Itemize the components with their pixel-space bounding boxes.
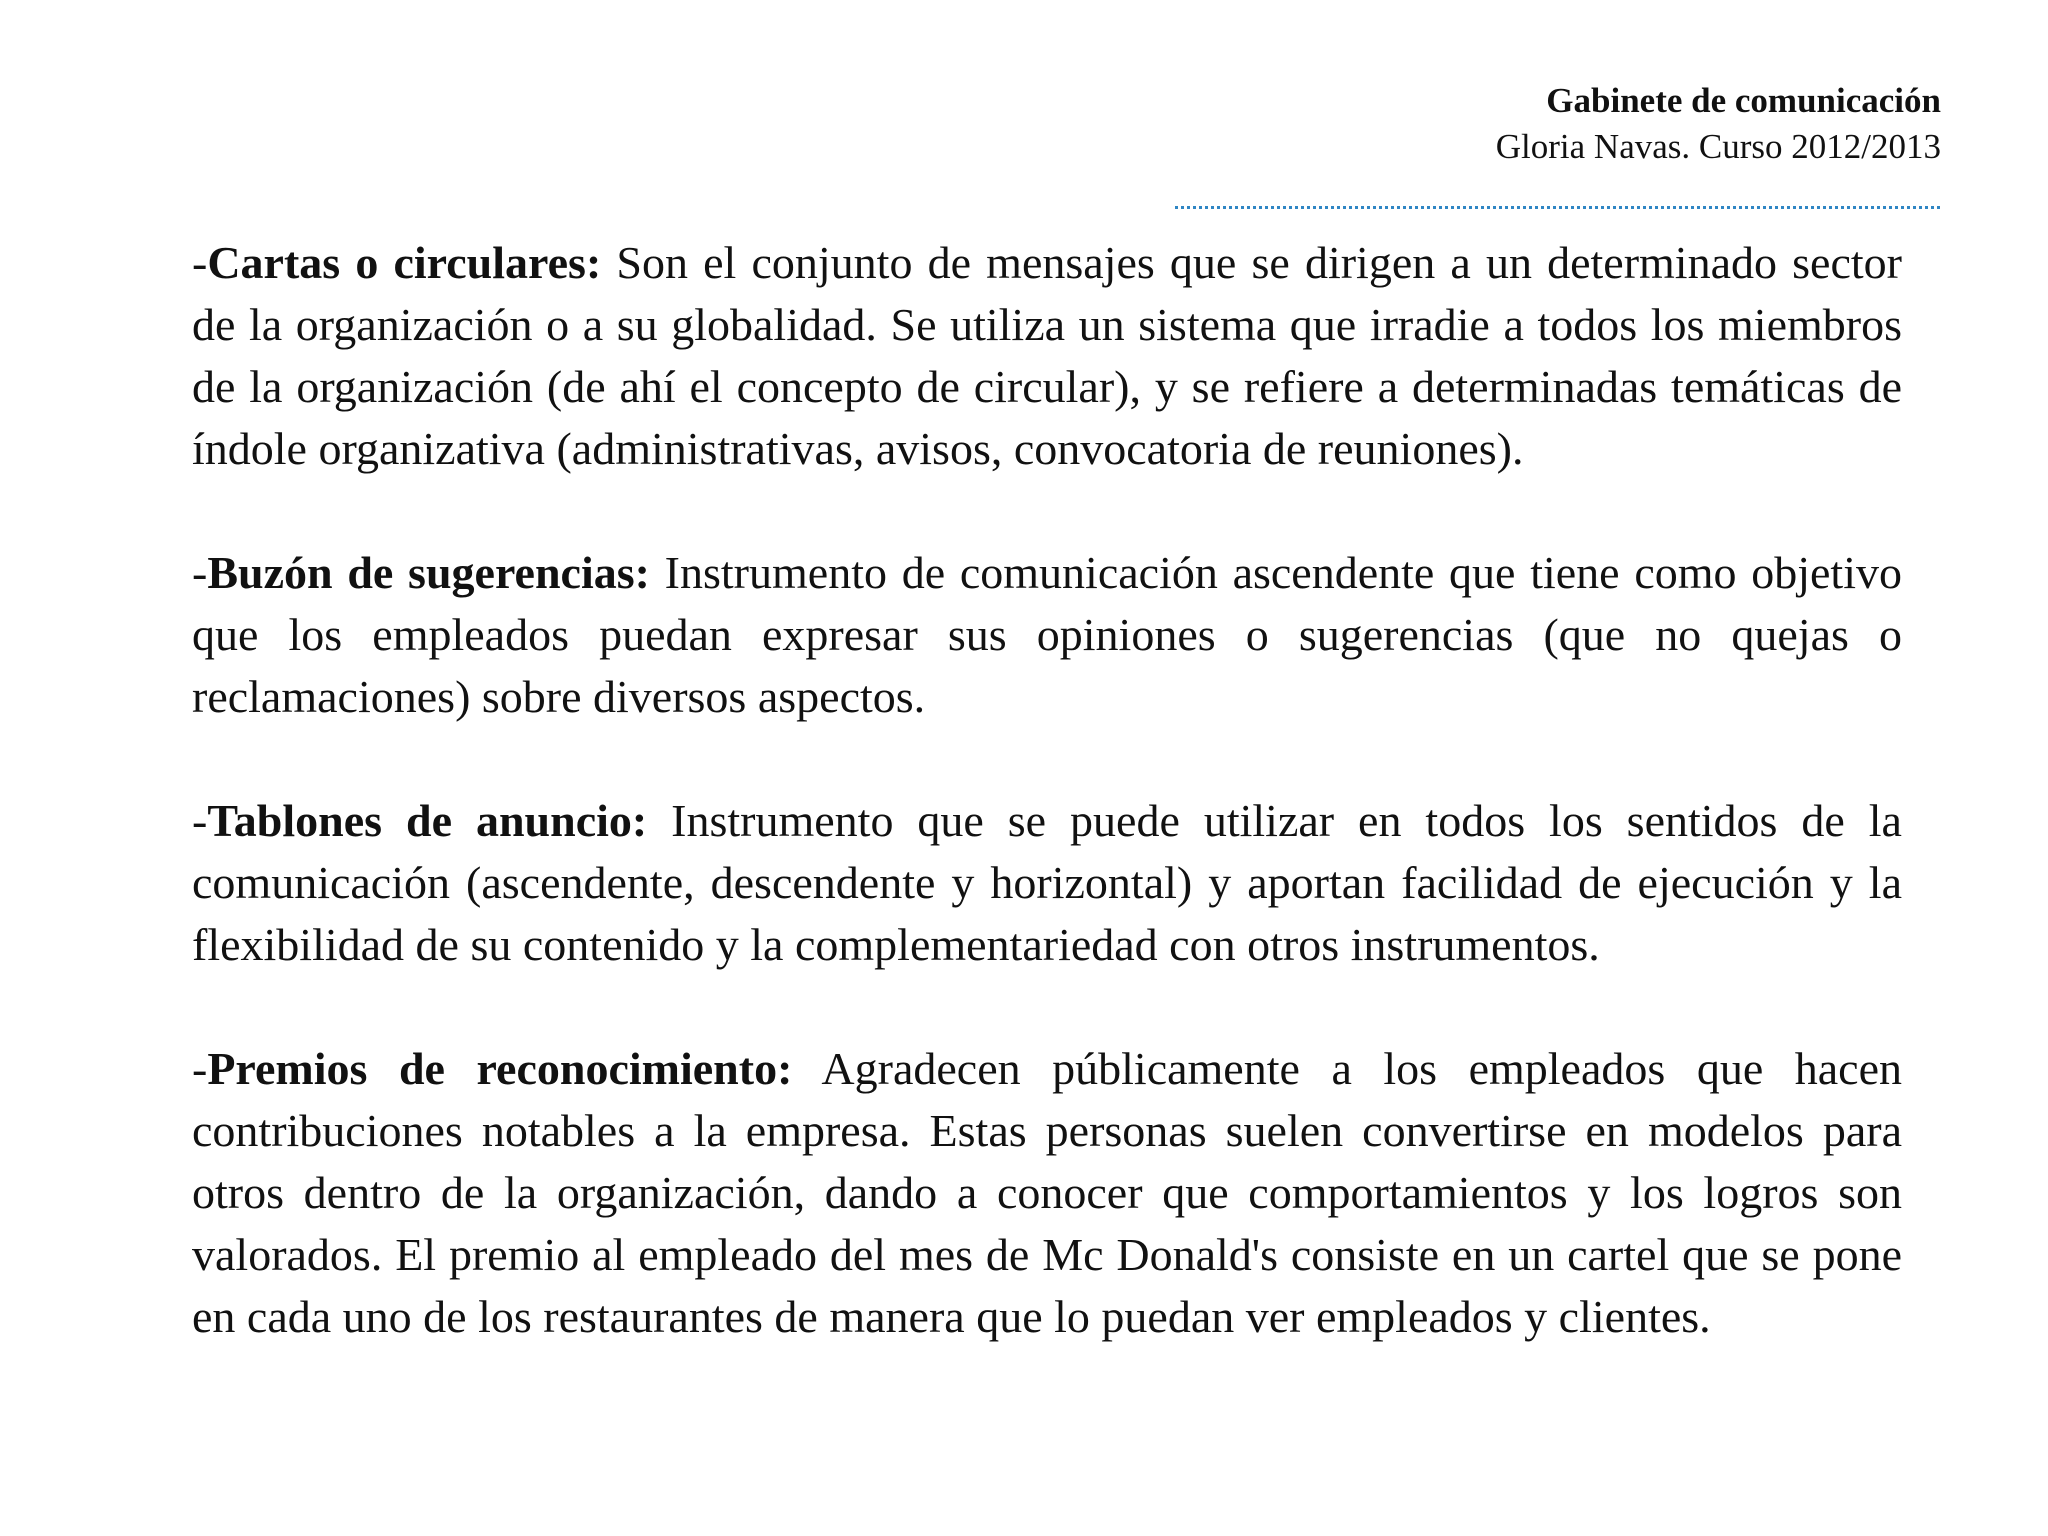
entry-text: Agradecen públicamente a los empleados que hacen contribuciones notables a la empresa. Estas personas suelen convertirse en modelos para otros dentro de la organización, dando a conocer que comportamientos y los logros son valorados. El premio al empleado del mes de Mc Donald's consiste en un cartel que se pone en cada uno de los restaurantes de manera que lo puedan ver empleados y clientes. — [192, 1043, 1903, 1342]
header-title: Gabinete de comunicación — [1546, 81, 1941, 120]
entry-prefix: - — [192, 237, 208, 288]
entry-text: Instrumento que se puede utilizar en todos los sentidos de la comunicación (ascendente, descendente y horizontal) y aportan facilidad de ejecución y la flexibilidad de su contenido y la complementariedad con otros instrumentos. — [192, 795, 1902, 970]
entry-text: Son el conjunto de mensajes que se dirigen a un determinado sector de la organización o a su globalidad. Se utiliza un sistema que irradie a todos los miembros de la organización (de ahí el concepto de circular), y se refiere a determinadas temáticas de índole organizativa (administrativas, avisos, convocatoria de reuniones). — [192, 237, 1902, 474]
entry-term: Buzón de sugerencias: — [207, 547, 650, 598]
header-subtitle: Gloria Navas. Curso 2012/2013 — [1495, 127, 1941, 166]
entry-term: Cartas o circulares: — [207, 237, 602, 288]
entry-prefix: - — [192, 547, 208, 598]
entry-prefix: - — [192, 795, 208, 846]
entry-cartas-o-circulares — [192, 232, 1902, 480]
entry-term: Premios de reconocimiento: — [207, 1043, 793, 1094]
entry-text: Instrumento de comunicación ascendente que tiene como objetivo que los empleados puedan expresar sus opiniones o sugerencias (que no quejas o reclamaciones) sobre diversos aspectos. — [192, 547, 1902, 722]
entry-tablones-de-anuncio — [192, 790, 1902, 976]
entry-prefix: - — [192, 1043, 208, 1094]
header-divider — [1175, 206, 1940, 209]
document-body — [192, 232, 1902, 1410]
page-header — [1496, 78, 1941, 170]
entry-premios-de-reconocimiento — [192, 1038, 1902, 1348]
entry-term: Tablones de anuncio: — [207, 795, 648, 846]
entry-buzon-de-sugerencias — [192, 542, 1902, 728]
